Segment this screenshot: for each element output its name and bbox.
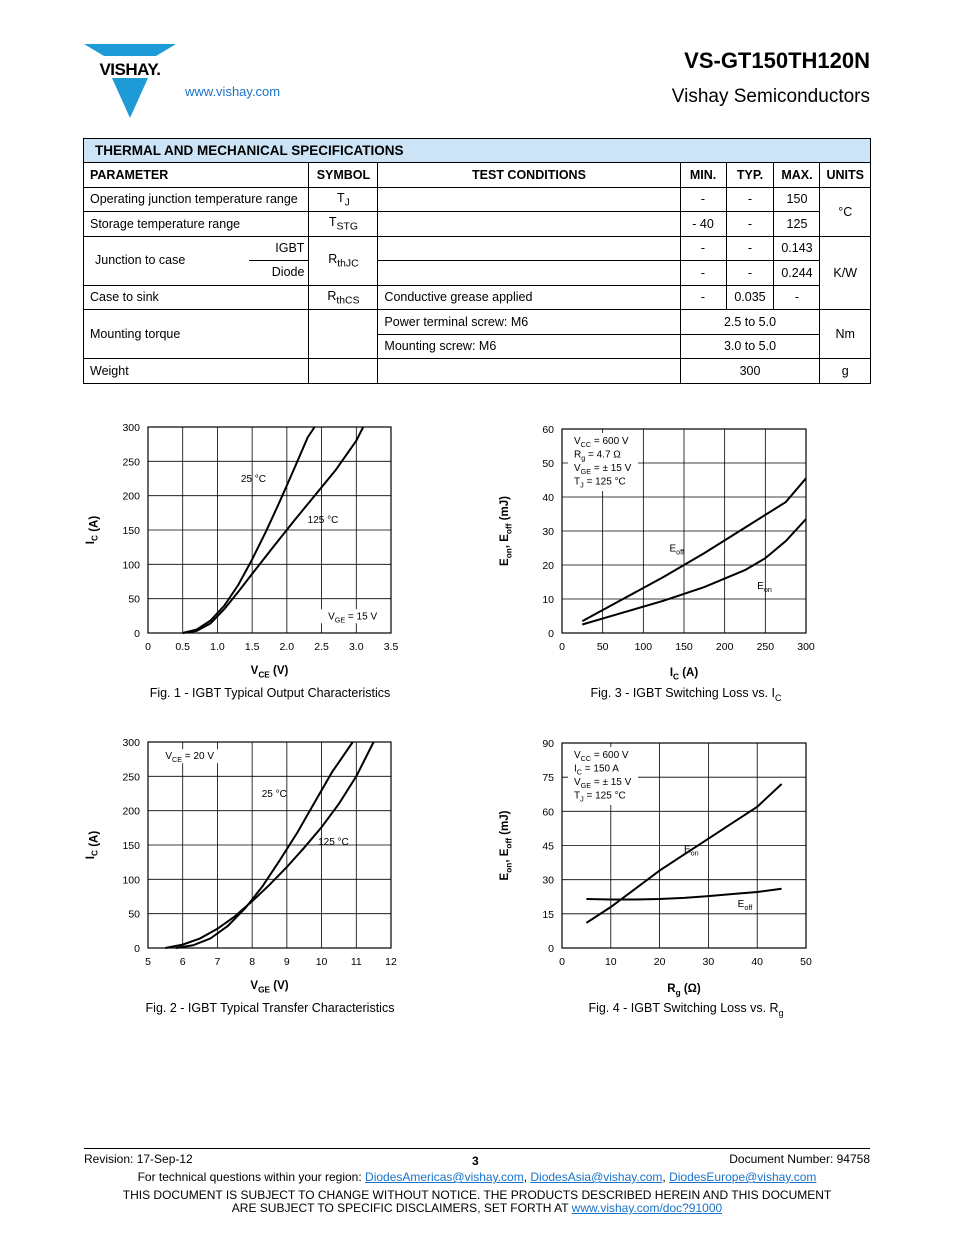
page-number: 3 bbox=[472, 1154, 479, 1168]
max-cell: 125 bbox=[774, 212, 820, 237]
typ-cell: - bbox=[726, 212, 774, 237]
condition-label: $I_C = 150$ A bbox=[574, 763, 619, 777]
y-tick-label: 50 bbox=[128, 593, 140, 606]
param-cell: Operating junction temperature range bbox=[84, 187, 309, 212]
cond-cell: Conductive grease applied bbox=[378, 285, 680, 310]
max-cell: - bbox=[774, 285, 820, 310]
x-tick-label: 9 bbox=[283, 956, 290, 968]
x-tick-label: 3.5 bbox=[383, 641, 399, 653]
revision-text: Revision: 17-Sep-12 bbox=[84, 1152, 193, 1166]
col-header: TEST CONDITIONS bbox=[378, 163, 680, 188]
y-tick-label: 60 bbox=[542, 806, 554, 819]
x-tick-label: 0 bbox=[559, 956, 565, 968]
y-tick-label: 250 bbox=[122, 771, 140, 784]
disclaimer-line-2: ARE SUBJECT TO SPECIFIC DISCLAIMERS, SET FORTH AT www.vishay.com/doc?91000 bbox=[231, 1201, 723, 1215]
min-cell: - bbox=[680, 187, 726, 212]
condition-label: $T_J = 125$ °C bbox=[574, 476, 626, 490]
col-header: SYMBOL bbox=[309, 163, 378, 188]
y-tick-label: 100 bbox=[122, 874, 140, 887]
chart-2 bbox=[85, 737, 397, 1015]
figure-caption: Fig. 1 - IGBT Typical Output Characteristics bbox=[149, 686, 391, 700]
value-cell: 2.5 to 5.0 bbox=[680, 310, 820, 335]
symbol-cell: $R_{thCS}$ bbox=[309, 285, 378, 310]
condition-label: $T_J = 125$ °C bbox=[574, 790, 626, 804]
y-tick-label: 20 bbox=[542, 560, 554, 572]
header-url-link[interactable]: www.vishay.com bbox=[185, 84, 281, 99]
series-label: 125 °C bbox=[307, 515, 339, 527]
param-cell: Storage temperature range bbox=[84, 212, 309, 237]
y-tick-label: 45 bbox=[542, 840, 554, 853]
series-label: 25 °C bbox=[261, 788, 287, 800]
y-tick-label: 150 bbox=[122, 525, 140, 537]
disclaimer-link[interactable]: www.vishay.com/doc?91000 bbox=[571, 1201, 723, 1215]
x-tick-label: 10 bbox=[604, 956, 617, 968]
x-tick-label: 2.5 bbox=[314, 641, 329, 653]
x-tick-label: 20 bbox=[653, 956, 666, 968]
footer-divider bbox=[84, 1148, 870, 1149]
x-tick-label: 1.5 bbox=[244, 641, 260, 653]
x-tick-label: 7 bbox=[214, 956, 221, 968]
disclaimer-line-1: THIS DOCUMENT IS SUBJECT TO CHANGE WITHOUT NOTICE. THE PRODUCTS DESCRIBED HEREIN AND THIS DOCUMENT bbox=[122, 1188, 832, 1202]
y-tick-label: 30 bbox=[542, 526, 554, 538]
max-cell: 150 bbox=[774, 187, 820, 212]
x-tick-label: 0 bbox=[559, 641, 565, 653]
x-tick-label: 6 bbox=[179, 956, 186, 968]
max-cell: 0.244 bbox=[774, 261, 820, 286]
symbol-cell: $R_{thJC}$ bbox=[309, 236, 378, 285]
x-tick-label: 100 bbox=[634, 641, 653, 653]
col-header: MIN. bbox=[680, 163, 726, 188]
series-label: $E_{on}$ bbox=[757, 580, 772, 594]
y-tick-label: 15 bbox=[542, 908, 554, 921]
x-tick-label: 12 bbox=[385, 956, 397, 968]
y-tick-label: 50 bbox=[542, 458, 554, 470]
y-tick-label: 60 bbox=[542, 424, 554, 436]
x-tick-label: 11 bbox=[350, 956, 362, 968]
series-label: $E_{on}$ bbox=[684, 844, 699, 858]
x-tick-label: 300 bbox=[797, 641, 815, 653]
figure-caption: Fig. 2 - IGBT Typical Transfer Characteristics bbox=[145, 1001, 395, 1015]
cond-cell: Mounting screw: M6 bbox=[378, 334, 680, 359]
x-axis-label: $I_C$ (A) bbox=[669, 667, 699, 682]
unit-cell: g bbox=[820, 359, 871, 384]
unit-cell: Nm bbox=[820, 310, 871, 359]
x-tick-label: 30 bbox=[702, 956, 715, 968]
x-tick-label: 3.0 bbox=[348, 641, 364, 653]
condition-label: $V_{GE}$ = ± 15 V bbox=[574, 463, 632, 476]
annotation-label: $V_{GE} = 15$ V bbox=[328, 611, 378, 625]
x-tick-label: 50 bbox=[800, 956, 812, 968]
max-cell: 0.143 bbox=[774, 236, 820, 261]
y-tick-label: 0 bbox=[548, 943, 554, 955]
chart-1 bbox=[85, 422, 398, 700]
value-cell: 300 bbox=[680, 359, 820, 384]
y-tick-label: 200 bbox=[122, 805, 140, 818]
col-header: TYP. bbox=[726, 163, 774, 188]
email-link-europe[interactable]: DiodesEurope@vishay.com bbox=[669, 1170, 817, 1184]
y-tick-label: 0 bbox=[548, 628, 554, 640]
symbol-cell: $T_J$ bbox=[309, 187, 378, 212]
x-tick-label: 200 bbox=[715, 641, 734, 653]
x-tick-label: 250 bbox=[756, 641, 775, 653]
x-tick-label: 0 bbox=[145, 641, 151, 653]
y-tick-label: 100 bbox=[122, 559, 140, 572]
condition-label: $V_{CC} = 600$ V bbox=[574, 750, 629, 763]
x-tick-label: 2.0 bbox=[279, 641, 295, 653]
y-axis-label: $I_C$ (A) bbox=[85, 515, 101, 545]
y-tick-label: 10 bbox=[542, 594, 554, 606]
y-axis-label: $I_C$ (A) bbox=[85, 830, 101, 860]
min-cell: - bbox=[680, 285, 726, 310]
y-tick-label: 50 bbox=[128, 908, 140, 921]
x-tick-label: 40 bbox=[751, 956, 764, 968]
value-cell: 3.0 to 5.0 bbox=[680, 334, 820, 359]
figure-caption: Fig. 4 - IGBT Switching Loss vs. $R_g$ bbox=[588, 1001, 784, 1018]
y-tick-label: 250 bbox=[122, 456, 140, 469]
condition-label: $R_g = 4.7$ Ω bbox=[574, 449, 621, 463]
min-cell: - 40 bbox=[680, 212, 726, 237]
min-cell: - bbox=[680, 236, 726, 261]
typ-cell: - bbox=[726, 261, 774, 286]
condition-label: $V_{GE}$ = ± 15 V bbox=[574, 777, 632, 790]
series-line bbox=[582, 478, 806, 621]
annotation-label: $V_{CE} = 20$ V bbox=[165, 751, 214, 765]
table-title: THERMAL AND MECHANICAL SPECIFICATIONS bbox=[84, 139, 871, 163]
x-tick-label: 150 bbox=[675, 641, 693, 653]
y-tick-label: 75 bbox=[542, 772, 554, 785]
x-tick-label: 5 bbox=[145, 956, 151, 968]
chart-3 bbox=[499, 424, 815, 703]
unit-cell: K/W bbox=[820, 236, 871, 310]
param-cell: Junction to case IGBT Diode bbox=[84, 236, 309, 285]
figure-caption: Fig. 3 - IGBT Switching Loss vs. $I_C$ bbox=[590, 686, 782, 703]
x-tick-label: 0.5 bbox=[175, 641, 191, 653]
y-tick-label: 200 bbox=[122, 490, 140, 503]
y-tick-label: 30 bbox=[542, 874, 554, 887]
col-header: UNITS bbox=[820, 163, 871, 188]
contact-line: For technical questions within your region: DiodesAmericas@vishay.com, DiodesAsia@vishay.com, DiodesEurope@vishay.com bbox=[137, 1170, 817, 1184]
logo-text: VISHAY. bbox=[99, 60, 161, 79]
y-tick-label: 300 bbox=[122, 737, 140, 749]
y-axis-label: $E_{on}$, $E_{off}$ (mJ) bbox=[499, 496, 514, 566]
chart-4 bbox=[499, 738, 812, 1018]
condition-label: $V_{CC} = 600$ V bbox=[574, 436, 629, 449]
x-tick-label: 50 bbox=[596, 641, 609, 653]
param-cell: Mounting torque bbox=[84, 310, 309, 359]
x-tick-label: 10 bbox=[315, 956, 328, 968]
x-axis-label: $V_{CE}$ (V) bbox=[250, 665, 289, 680]
x-axis-label: $R_g$ (Ω) bbox=[667, 983, 701, 998]
series-label: $E_{off}$ bbox=[737, 899, 753, 912]
series-label: 125 °C bbox=[318, 837, 349, 848]
param-cell: Case to sink bbox=[84, 285, 309, 310]
cond-cell: Power terminal screw: M6 bbox=[378, 310, 680, 335]
series-line bbox=[582, 519, 806, 624]
y-tick-label: 0 bbox=[134, 943, 140, 955]
typ-cell: 0.035 bbox=[726, 285, 774, 310]
y-axis-label: $E_{on}$, $E_{off}$ (mJ) bbox=[499, 810, 514, 881]
x-axis-label: $V_{GE}$ (V) bbox=[250, 980, 289, 995]
series-line bbox=[586, 889, 781, 900]
unit-cell: °C bbox=[820, 187, 871, 236]
y-tick-label: 40 bbox=[542, 492, 554, 504]
col-header: PARAMETER bbox=[84, 163, 309, 188]
email-link-americas[interactable]: DiodesAmericas@vishay.com bbox=[365, 1170, 524, 1184]
y-tick-label: 300 bbox=[122, 422, 140, 434]
x-tick-label: 1.0 bbox=[210, 641, 225, 653]
typ-cell: - bbox=[726, 236, 774, 261]
param-cell: Weight bbox=[84, 359, 309, 384]
x-tick-label: 8 bbox=[249, 956, 256, 968]
min-cell: - bbox=[680, 261, 726, 286]
series-label: $E_{off}$ bbox=[669, 543, 684, 557]
document-number: Document Number: 94758 bbox=[729, 1152, 870, 1166]
part-number: VS-GT150TH120N bbox=[684, 48, 870, 73]
y-tick-label: 0 bbox=[134, 628, 140, 640]
series-label: 25 °C bbox=[240, 473, 267, 485]
email-link-asia[interactable]: DiodesAsia@vishay.com bbox=[530, 1170, 663, 1184]
company-name: Vishay Semiconductors bbox=[671, 86, 870, 107]
symbol-cell: $T_{STG}$ bbox=[309, 212, 378, 237]
y-tick-label: 150 bbox=[122, 840, 140, 852]
y-tick-label: 90 bbox=[542, 738, 554, 750]
col-header: MAX. bbox=[774, 163, 820, 188]
typ-cell: - bbox=[726, 187, 774, 212]
